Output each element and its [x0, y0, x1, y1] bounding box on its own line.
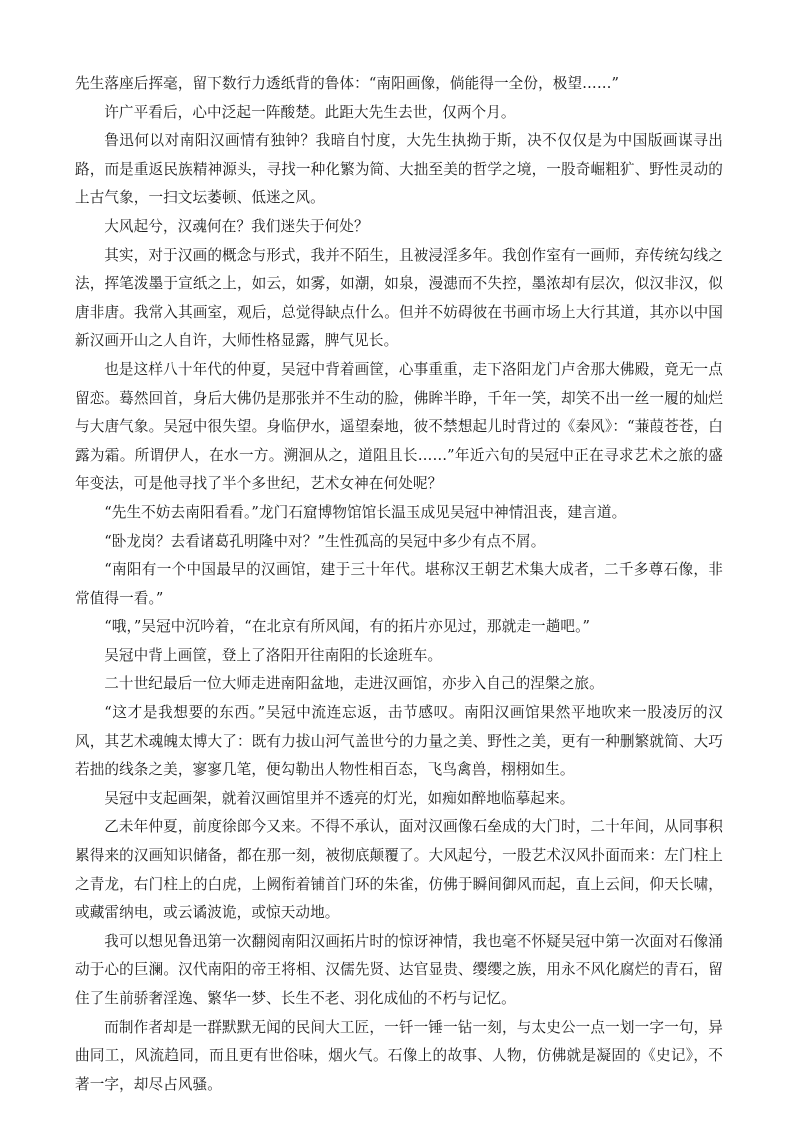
paragraph: “这才是我想要的东西。”吴冠中流连忘返，击节感叹。南阳汉画馆果然平地吹来一股凌厉的汉风，其艺术魂魄太博大了：既有力拔山河气盖世兮的力量之美、野性之美，更有一种删繁就简、大巧若拙的线条之美，寥寥几笔，便勾勒出人物性相百态，飞鸟禽兽，栩栩如生。	[75, 704, 723, 779]
paragraph: 二十世纪最后一位大师走进南阳盆地，走进汉画馆，亦步入自己的涅槃之旅。	[104, 675, 604, 693]
paragraph: 其实，对于汉画的概念与形式，我并不陌生，且被浸淫多年。我创作室有一画师，弃传统勾线之法，挥笔泼墨于宣纸之上，如云，如雾，如潮，如泉，漫漶而不失控，墨浓却有层次，似汉非汉，似唐非唐。我常入其画室，观后，总觉得缺点什么。但并不妨碍彼在书画市场上大行其道，其亦以中国新汉画开山之人自许，大师性格显露，脾气见长。	[75, 246, 723, 350]
paragraph: “先生不妨去南阳看看。”龙门石窟博物馆馆长温玉成见吴冠中神情沮丧，建言道。	[104, 503, 627, 521]
paragraph: 先生落座后挥毫，留下数行力透纸背的鲁体：“南阳画像，倘能得一全份，极望……”	[75, 75, 620, 92]
paragraph: 鲁迅何以对南阳汉画情有独钟？我暗自忖度，大先生执拗于斯，决不仅仅是为中国版画谋寻出路，而是重返民族精神源头，寻找一种化繁为简、大拙至美的哲学之境，一股奇崛粗犷、野性灵动的上古气象，一扫文坛萎顿、低迷之风。	[75, 132, 723, 207]
paragraph: 吴冠中背上画筐，登上了洛阳开往南阳的长途班车。	[104, 646, 443, 664]
paragraph: 吴冠中支起画架，就着汉画馆里并不透亮的灯光，如痴如醉地临摹起来。	[104, 789, 575, 807]
paragraph: “南阳有一个中国最早的汉画馆，建于三十年代。堪称汉王朝艺术集大成者，二千多尊石像，非常值得一看。”	[75, 561, 723, 607]
paragraph: 而制作者却是一群默默无闻的民间大工匠，一钎一锤一钻一刻，与太史公一点一划一字一句，异曲同工，风流趋同，而且更有世俗味，烟火气。石像上的故事、人物，仿佛就是凝固的《史记》，不著一字，却尽占风骚。	[75, 1018, 723, 1093]
paragraph: “哦，”吴冠中沉吟着，“在北京有所风闻，有的拓片亦见过，那就走一趟吧。”	[104, 618, 591, 636]
paragraph: 我可以想见鲁迅第一次翻阅南阳汉画拓片时的惊讶神情，我也毫不怀疑吴冠中第一次面对石像涌动于心的巨澜。汉代南阳的帝王将相、汉儒先贤、达官显贵、缨缨之族，用永不风化腐烂的青石，留住了生前骄奢淫逸、繁华一梦、长生不老、羽化成仙的不朽与记忆。	[75, 932, 723, 1007]
paragraph: 许广平看后，心中泛起一阵酸楚。此距大先生去世，仅两个月。	[104, 103, 516, 121]
paragraph: 乙未年仲夏，前度徐郎今又来。不得不承认，面对汉画像石垒成的大门时，二十年间，从同事积累得来的汉画知识储备，都在那一刻，被彻底颠覆了。大风起兮，一股艺术汉风扑面而来：左门柱上之青龙，右门柱上的白虎，上阙衔着铺首门环的朱雀，仿佛于瞬间御风而起，直上云间，仰天长啸，或藏雷纳电，或云谲波诡，或惊天动地。	[75, 818, 723, 922]
article-body	[75, 70, 723, 1099]
paragraph: 也是这样八十年代的仲夏，吴冠中背着画筐，心事重重，走下洛阳龙门卢舍那大佛殿，竟无一点留恋。蓦然回首，身后大佛仍是那张并不生动的脸，佛眸半睁，千年一笑，却笑不出一丝一履的灿烂与大唐气象。吴冠中很失望。身临伊水，遥望秦地，彼不禁想起儿时背过的《秦风》：“蒹葭苍苍，白露为霜。所谓伊人，在水一方。溯洄从之，道阻且长……”年近六旬的吴冠中正在寻求艺术之旅的盛年变法，可是他寻找了半个多世纪，艺术女神在何处呢？	[75, 360, 723, 493]
paragraph: 大风起兮，汉魂何在？我们迷失于何处？	[104, 217, 369, 235]
paragraph: “卧龙岗？去看诸葛孔明隆中对？”生性孤高的吴冠中多少有点不屑。	[104, 532, 546, 550]
